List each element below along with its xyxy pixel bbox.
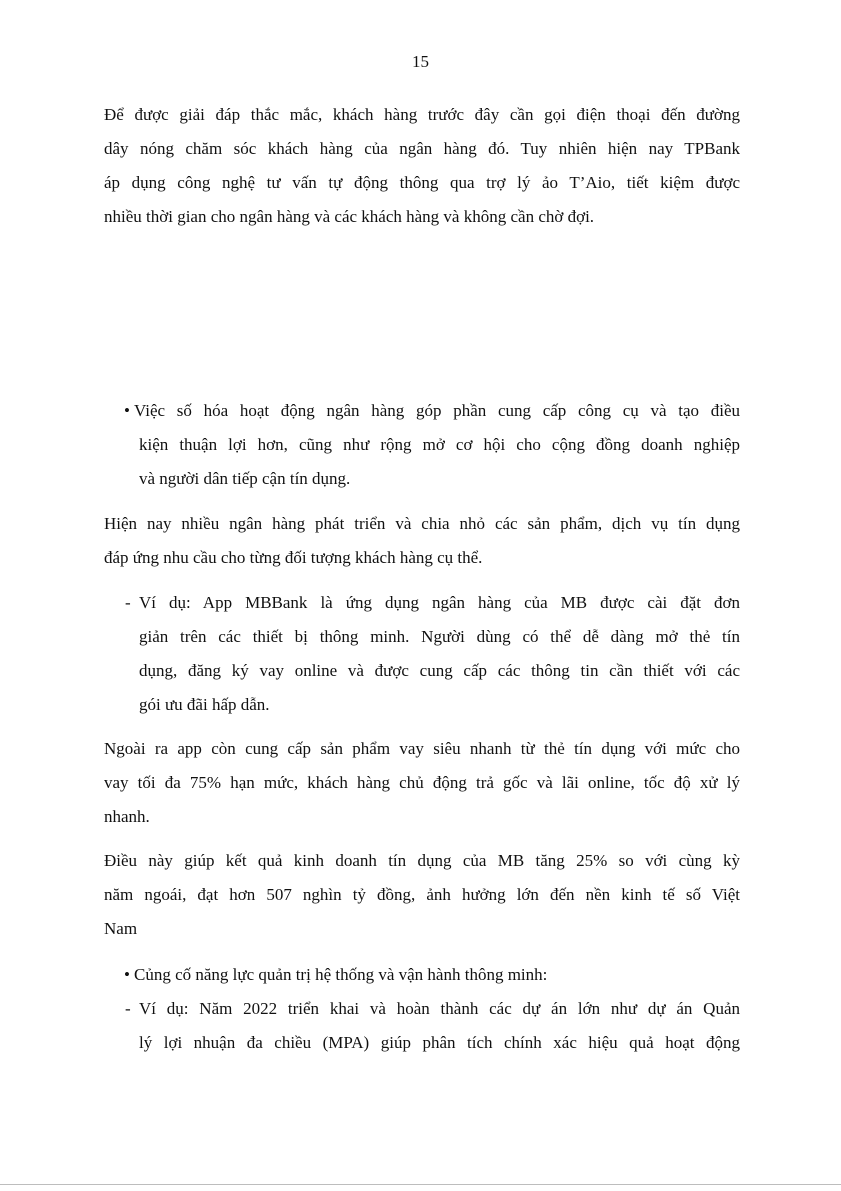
bullet-symbol: • [124,401,130,420]
paragraph-2-line: Hiện nay nhiều ngân hàng phát triển và chia nhỏ các sản phẩm, dịch vụ tín dụng [104,514,740,533]
paragraph-4-line: Điều này giúp kết quả kinh doanh tín dụng của MB tăng 25% so với cùng kỳ [104,851,740,870]
dash-2-line: Ví dụ: Năm 2022 triển khai và hoàn thành các dự án lớn như dự án Quản [139,999,740,1018]
dash-2-line: lý lợi nhuận đa chiều (MPA) giúp phân tích chính xác hiệu quả hoạt động [139,1033,740,1052]
paragraph-2-line: đáp ứng nhu cầu cho từng đối tượng khách hàng cụ thể. [104,548,483,567]
paragraph-4-line: Nam [104,919,138,938]
paragraph-1-line: Để được giải đáp thắc mắc, khách hàng trước đây cần gọi điện thoại đến đường [104,105,740,124]
paragraph-3-line: Ngoài ra app còn cung cấp sản phẩm vay siêu nhanh từ thẻ tín dụng với mức cho [104,739,740,758]
paragraph-3-line: nhanh. [104,807,150,826]
paragraph-3-line: vay tối đa 75% hạn mức, khách hàng chủ động trả gốc và lãi online, tốc độ xử lý [104,773,740,792]
bullet-1-line: Việc số hóa hoạt động ngân hàng góp phần cung cấp công cụ và tạo điều [134,401,740,420]
dash-1-line: giản trên các thiết bị thông minh. Người dùng có thể dễ dàng mở thẻ tín [139,627,740,646]
paragraph-4-line: năm ngoái, đạt hơn 507 nghìn tỷ đồng, ảnh hưởng lớn đến nền kinh tế số Việt [104,885,740,904]
dash-1-line: Ví dụ: App MBBank là ứng dụng ngân hàng của MB được cài đặt đơn [139,593,740,612]
bullet-1-line: kiện thuận lợi hơn, cũng như rộng mở cơ hội cho cộng đồng doanh nghiệp [139,435,740,454]
dash-1-line: gói ưu đãi hấp dẫn. [139,695,270,714]
paragraph-1-line: nhiều thời gian cho ngân hàng và các khách hàng và không cần chờ đợi. [104,207,595,226]
dash-1-line: dụng, đăng ký vay online và được cung cấp các thông tin cần thiết với các [139,661,740,680]
paragraph-1-line: dây nóng chăm sóc khách hàng của ngân hàng đó. Tuy nhiên hiện nay TPBank [104,139,740,158]
dash-symbol: - [125,999,131,1018]
bullet-2-line: Củng cố năng lực quản trị hệ thống và vận hành thông minh: [134,965,548,984]
bullet-symbol: • [124,965,130,984]
dash-symbol: - [125,593,131,612]
page-bottom-rule [0,1184,841,1185]
page-number: 15 [412,52,429,71]
bullet-1-line: và người dân tiếp cận tín dụng. [139,469,351,488]
paragraph-1-line: áp dụng công nghệ tư vấn tự động thông qua trợ lý ảo T’Aio, tiết kiệm được [104,173,740,192]
